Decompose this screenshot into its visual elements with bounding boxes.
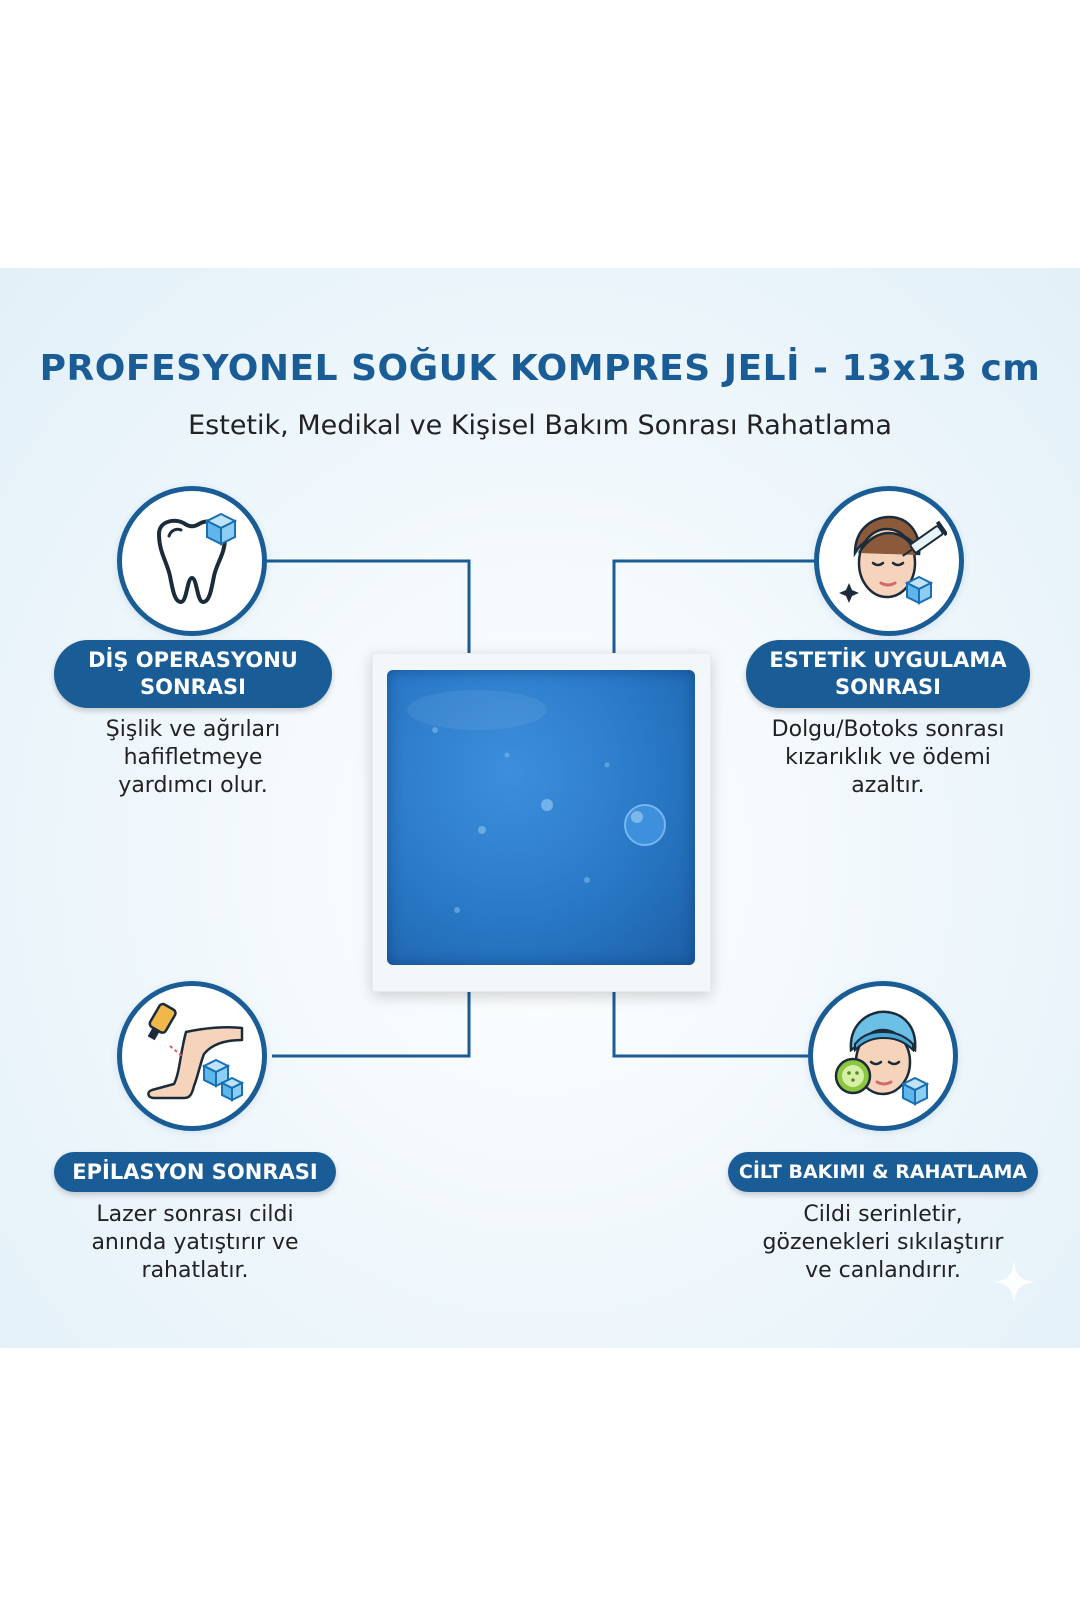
- blue-gel: [387, 670, 695, 965]
- sparkle-icon: [990, 1258, 1038, 1306]
- feature-desc-dental: Şişlik ve ağrıları hafifletmeye yardımcı olur.: [105, 717, 281, 798]
- tooth-ice-icon: [117, 486, 267, 636]
- page-subtitle: Estetik, Medikal ve Kişisel Bakım Sonrası Rahatlama: [188, 410, 892, 441]
- feature-label-aesthetic: ESTETİK UYGULAMA SONRASI: [746, 640, 1030, 708]
- gel-pack-image: [372, 653, 711, 992]
- gel-bubbles: [387, 670, 695, 965]
- feature-desc-skincare: Cildi serinletir, gözenekleri sıkılaştırır ve canlandırır.: [762, 1202, 1004, 1283]
- feature-label-epilation: EPİLASYON SONRASI: [54, 1152, 336, 1192]
- face-syringe-icon: [814, 486, 964, 636]
- feature-desc-epilation: Lazer sonrası cildi anında yatıştırır ve rahatlatır.: [91, 1202, 299, 1283]
- page-title: PROFESYONEL SOĞUK KOMPRES JELİ - 13x13 cm: [39, 348, 1041, 389]
- feature-label-skincare: CİLT BAKIMI & RAHATLAMA: [728, 1152, 1038, 1192]
- laser-leg-icon: [117, 981, 267, 1131]
- feature-desc-aesthetic: Dolgu/Botoks sonrası kızarıklık ve ödemi azaltır.: [771, 717, 1005, 798]
- feature-label-dental: DİŞ OPERASYONU SONRASI: [54, 640, 332, 708]
- face-cucumber-icon: [808, 981, 958, 1131]
- infographic-panel: [0, 268, 1080, 1348]
